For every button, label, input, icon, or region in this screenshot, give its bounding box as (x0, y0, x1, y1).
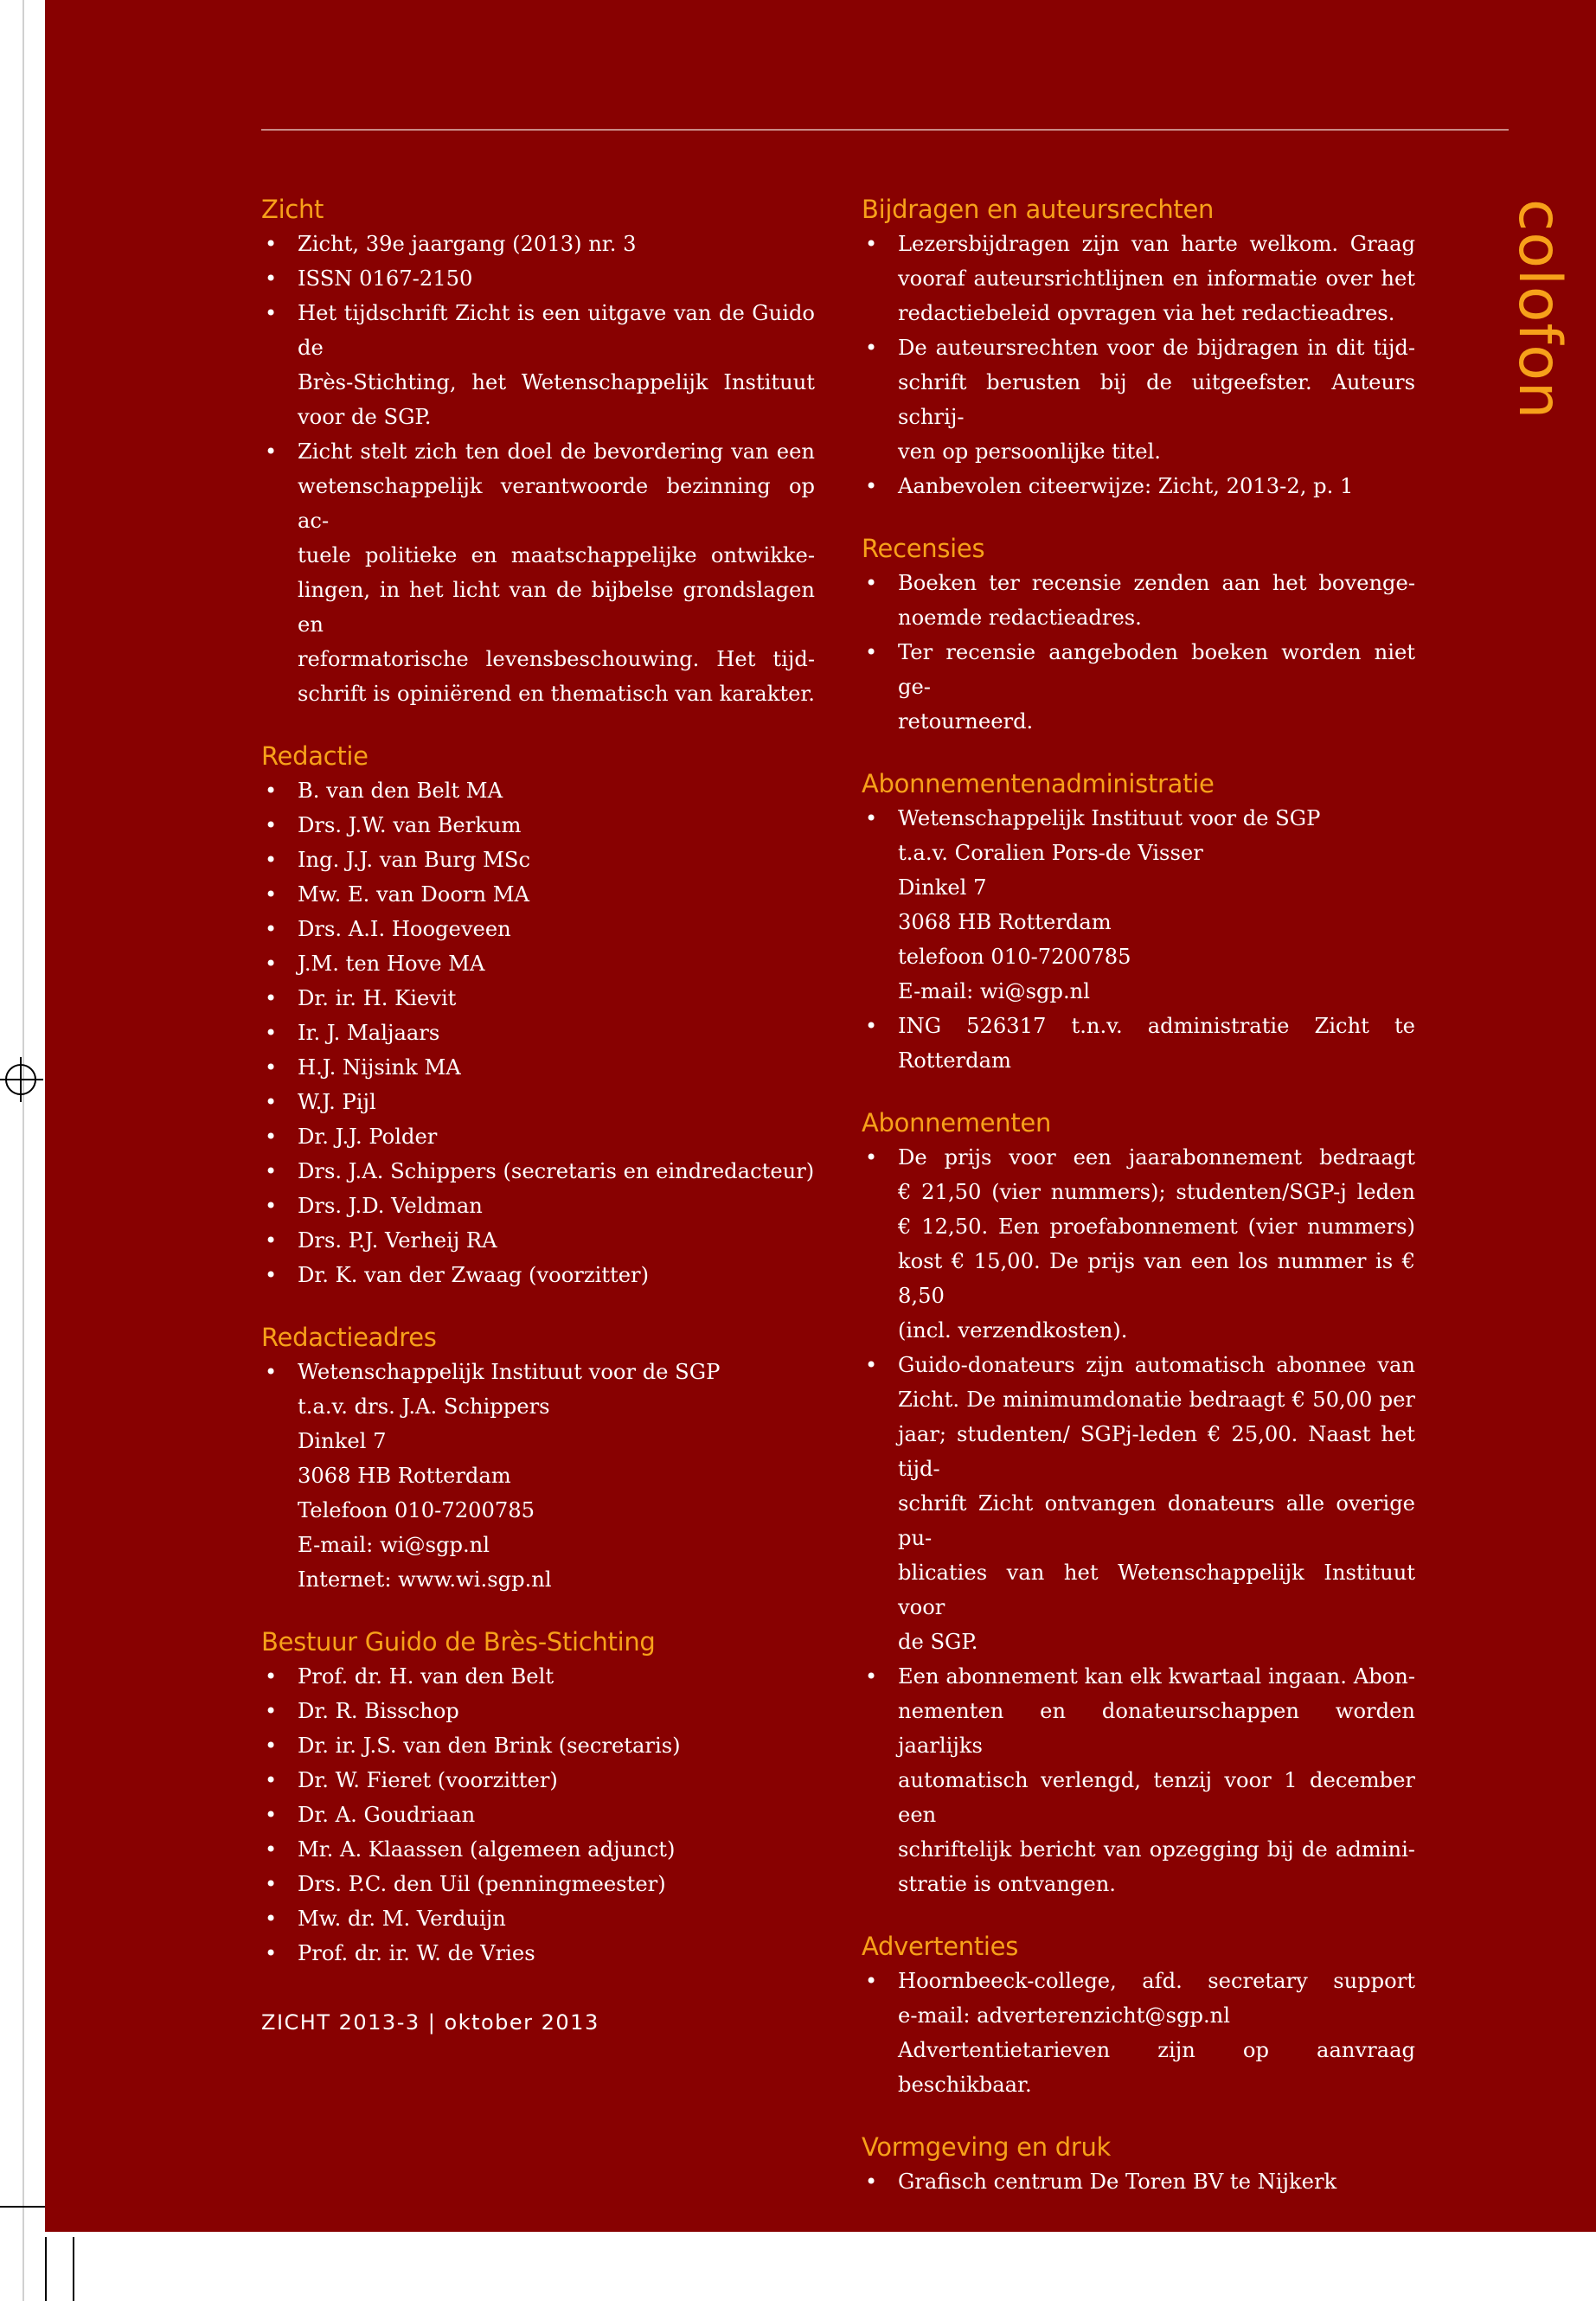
bullet-list (862, 1964, 1415, 2102)
list-item-line: Mw. E. van Doorn MA (298, 882, 529, 907)
list-item-line: vooraf auteursrichtlijnen en informatie over het (898, 266, 1415, 291)
list-item (261, 1728, 815, 1763)
list-item (261, 261, 815, 296)
bullet-icon: • (265, 439, 278, 464)
list-item (261, 1901, 815, 1936)
list-item-line: Dr. ir. J.S. van den Brink (secretaris) (298, 1734, 681, 1758)
list-item (261, 1050, 815, 1085)
list-item-line: Aanbevolen citeerwijze: Zicht, 2013-2, p. 1 (898, 474, 1354, 498)
bullet-icon: • (265, 301, 278, 325)
list-item (261, 1119, 815, 1154)
list-item (862, 1659, 1415, 1901)
list-item-line: Wetenschappelijk Instituut voor de SGP (898, 806, 1321, 830)
bullet-icon: • (265, 848, 278, 872)
list-item-line: blicaties van het Wetenschappelijk Instituut voor (898, 1561, 1415, 1619)
bullet-icon: • (865, 1014, 878, 1038)
bullet-icon: • (265, 1090, 278, 1114)
list-item-line: schrift berusten bij de uitgeefster. Auteurs schrij- (898, 370, 1415, 429)
list-item (862, 1964, 1415, 2102)
section-heading: Advertenties (862, 1932, 1019, 1961)
right-column (862, 192, 1415, 2227)
section-abonnementen (862, 1106, 1415, 1901)
list-item-line: Drs. J.W. van Berkum (298, 813, 522, 837)
list-item-line: Mr. A. Klaassen (algemeen adjunct) (298, 1837, 676, 1862)
list-item-line: € 21,50 (vier nummers); studenten/SGP-j leden (898, 1180, 1415, 1204)
bullet-icon: • (265, 1734, 278, 1758)
section-redactie (261, 739, 815, 1292)
section-heading: Vormgeving en druk (862, 2132, 1112, 2162)
list-item (261, 1659, 815, 1694)
bullet-icon: • (865, 1664, 878, 1689)
list-item-line: Dr. J.J. Polder (298, 1125, 438, 1149)
list-item (261, 1936, 815, 1971)
bullet-icon: • (865, 1969, 878, 1993)
section-heading: Abonnementenadministratie (862, 769, 1215, 798)
list-item-line: Grafisch centrum De Toren BV te Nijkerk (898, 2170, 1337, 2194)
bullet-list (862, 1140, 1415, 1901)
list-item (261, 1832, 815, 1867)
bullet-icon: • (265, 1907, 278, 1931)
list-item-line: redactiebeleid opvragen via het redactieadres. (898, 301, 1395, 325)
list-item-line: Ir. J. Maljaars (298, 1021, 440, 1045)
list-item-line: schrift is opiniërend en thematisch van karakter. (298, 682, 815, 706)
bullet-icon: • (265, 1021, 278, 1045)
bullet-icon: • (265, 232, 278, 256)
list-item-line: Drs. P.C. den Uil (penningmeester) (298, 1872, 666, 1896)
section-heading: Zicht (261, 195, 324, 224)
bullet-icon: • (265, 1194, 278, 1218)
bullet-icon: • (865, 806, 878, 830)
list-item-line: e-mail: adverterenzicht@sgp.nl (898, 2003, 1230, 2028)
list-item (261, 227, 815, 261)
bullet-icon: • (265, 1664, 278, 1689)
list-item (261, 1016, 815, 1050)
list-item-line: De prijs voor een jaarabonnement bedraagt (898, 1145, 1415, 1170)
list-item-line: E-mail: wi@sgp.nl (898, 979, 1090, 1003)
crop-mark (73, 2237, 74, 2301)
list-item (261, 1763, 815, 1798)
list-item-line: tuele politieke en maatschappelijke ontwikke- (298, 543, 815, 567)
list-item-line: Drs. J.A. Schippers (secretaris en eindredacteur) (298, 1159, 815, 1183)
crop-mark (0, 2206, 45, 2208)
bullet-icon: • (265, 1228, 278, 1253)
list-item-line: ING 526317 t.n.v. administratie Zicht te Rotterdam (898, 1014, 1415, 1073)
list-item (862, 1140, 1415, 1348)
list-item-line: Advertentietarieven zijn op aanvraag beschikbaar. (898, 2038, 1415, 2097)
section-heading: Recensies (862, 534, 985, 563)
list-item-line: Dr. ir. H. Kievit (298, 986, 457, 1010)
list-item-line: Prof. dr. ir. W. de Vries (298, 1941, 535, 1965)
list-item-line: Dr. W. Fieret (voorzitter) (298, 1768, 558, 1792)
list-item-line: wetenschappelijk verantwoorde bezinning op ac- (298, 474, 815, 533)
crop-guide (22, 0, 24, 2301)
bullet-icon: • (265, 986, 278, 1010)
list-item (261, 434, 815, 711)
bullet-icon: • (265, 1803, 278, 1827)
section-vormgeving-en-druk (862, 2130, 1415, 2199)
bullet-icon: • (265, 1837, 278, 1862)
list-item-line: nementen en donateurschappen worden jaarlijks (898, 1699, 1415, 1758)
bullet-icon: • (265, 882, 278, 907)
bullet-icon: • (865, 232, 878, 256)
bullet-icon: • (265, 1055, 278, 1080)
section-abonnementenadministratie (862, 766, 1415, 1078)
bullet-icon: • (265, 1941, 278, 1965)
list-item-line: stratie is ontvangen. (898, 1872, 1116, 1896)
list-item-line: t.a.v. drs. J.A. Schippers (298, 1394, 550, 1419)
list-item-line: Drs. A.I. Hoogeveen (298, 917, 511, 941)
bullet-icon: • (865, 1353, 878, 1377)
list-item-line: E-mail: wi@sgp.nl (298, 1533, 490, 1557)
bullet-icon: • (865, 2170, 878, 2194)
list-item-line: Wetenschappelijk Instituut voor de SGP (298, 1360, 721, 1384)
list-item (862, 635, 1415, 739)
list-item-line: H.J. Nijsink MA (298, 1055, 461, 1080)
section-bijdragen-en-auteursrechten (862, 192, 1415, 503)
list-item (261, 296, 815, 434)
list-item-line: J.M. ten Hove MA (298, 952, 485, 976)
list-item-line: Brès-Stichting, het Wetenschappelijk Instituut (298, 370, 815, 394)
bullet-list (862, 227, 1415, 503)
list-item (261, 1355, 815, 1597)
list-item-line: Dr. A. Goudriaan (298, 1803, 476, 1827)
list-item-line: Telefoon 010-7200785 (298, 1498, 535, 1522)
bullet-icon: • (265, 1360, 278, 1384)
list-item-line: de SGP. (898, 1630, 978, 1654)
list-item-line: telefoon 010-7200785 (898, 945, 1131, 969)
list-item-line: Zicht stelt zich ten doel de bevordering van een (298, 439, 815, 464)
bullet-list (261, 227, 815, 711)
list-item-line: Zicht, 39e jaargang (2013) nr. 3 (298, 232, 637, 256)
list-item (862, 330, 1415, 469)
list-item-line: Boeken ter recensie zenden aan het bovenge- (898, 571, 1415, 595)
list-item (261, 877, 815, 912)
bullet-icon: • (265, 1125, 278, 1149)
list-item-line: automatisch verlengd, tenzij voor 1 december een (898, 1768, 1415, 1827)
section-advertenties (862, 1929, 1415, 2102)
list-item (261, 773, 815, 808)
bullet-list (261, 1659, 815, 1971)
list-item (862, 801, 1415, 1009)
list-item (261, 1154, 815, 1189)
bullet-icon: • (265, 1699, 278, 1723)
list-item (862, 1009, 1415, 1078)
top-rule (261, 129, 1509, 131)
list-item-line: 3068 HB Rotterdam (298, 1464, 511, 1488)
section-heading: Redactie (261, 741, 369, 771)
section-heading: Redactieadres (261, 1323, 437, 1352)
list-item (261, 843, 815, 877)
registration-mark-icon (5, 1064, 36, 1095)
list-item-line: Dinkel 7 (898, 875, 987, 900)
bullet-icon: • (265, 813, 278, 837)
list-item-line: Lezersbijdragen zijn van harte welkom. Graag (898, 232, 1415, 256)
section-redactieadres (261, 1320, 815, 1597)
section-bestuur-guido-de-br-s-stichting (261, 1625, 815, 1971)
bullet-icon: • (265, 266, 278, 291)
list-item-line: lingen, in het licht van de bijbelse grondslagen en (298, 578, 815, 637)
list-item (261, 1798, 815, 1832)
bullet-icon: • (265, 952, 278, 976)
list-item (261, 981, 815, 1016)
bullet-icon: • (265, 1263, 278, 1287)
list-item-line: schrift Zicht ontvangen donateurs alle overige pu- (898, 1491, 1415, 1550)
list-item-line: (incl. verzendkosten). (898, 1318, 1128, 1343)
list-item (862, 227, 1415, 330)
crop-mark (45, 2237, 47, 2301)
list-item-line: Internet: www.wi.sgp.nl (298, 1567, 552, 1592)
list-item (261, 1189, 815, 1223)
list-item-line: kost € 15,00. De prijs van een los nummer is € 8,50 (898, 1249, 1415, 1308)
list-item (862, 1348, 1415, 1659)
section-zicht (261, 192, 815, 711)
bullet-list (862, 566, 1415, 739)
list-item (862, 469, 1415, 503)
bullet-icon: • (865, 336, 878, 360)
bullet-icon: • (265, 779, 278, 803)
section-heading: Abonnementen (862, 1108, 1052, 1138)
bullet-icon: • (865, 474, 878, 498)
bullet-list (862, 801, 1415, 1078)
list-item-line: ISSN 0167-2150 (298, 266, 473, 291)
list-item (862, 566, 1415, 635)
list-item-line: noemde redactieadres. (898, 606, 1142, 630)
bullet-icon: • (265, 917, 278, 941)
list-item-line: jaar; studenten/ SGPj-leden € 25,00. Naast het tijd- (898, 1422, 1415, 1481)
side-title: colofon (1505, 199, 1574, 420)
list-item-line: Dr. K. van der Zwaag (voorzitter) (298, 1263, 650, 1287)
list-item-line: t.a.v. Coralien Pors-de Visser (898, 841, 1203, 865)
section-heading: Bestuur Guido de Brès-Stichting (261, 1627, 656, 1657)
list-item-line: Dr. R. Bisschop (298, 1699, 459, 1723)
list-item (261, 1694, 815, 1728)
list-item-line: Ter recensie aangeboden boeken worden niet ge- (898, 640, 1415, 699)
list-item (261, 808, 815, 843)
list-item-line: Drs. P.J. Verheij RA (298, 1228, 497, 1253)
list-item-line: W.J. Pijl (298, 1090, 376, 1114)
list-item (862, 2164, 1415, 2199)
list-item-line: retourneerd. (898, 709, 1034, 734)
bullet-list (261, 773, 815, 1292)
bullet-icon: • (265, 1872, 278, 1896)
list-item-line: voor de SGP. (298, 405, 432, 429)
list-item-line: Zicht. De minimumdonatie bedraagt € 50,00 per (898, 1388, 1415, 1412)
list-item (261, 946, 815, 981)
list-item-line: Drs. J.D. Veldman (298, 1194, 483, 1218)
bullet-icon: • (865, 1145, 878, 1170)
bullet-icon: • (265, 1768, 278, 1792)
section-recensies (862, 531, 1415, 739)
list-item-line: Prof. dr. H. van den Belt (298, 1664, 554, 1689)
list-item-line: Een abonnement kan elk kwartaal ingaan. Abon- (898, 1664, 1415, 1689)
list-item-line: ven op persoonlijke titel. (898, 439, 1161, 464)
list-item-line: reformatorische levensbeschouwing. Het tijd- (298, 647, 815, 671)
list-item (261, 1223, 815, 1258)
list-item-line: Guido-donateurs zijn automatisch abonnee van (898, 1353, 1415, 1377)
bullet-icon: • (865, 571, 878, 595)
list-item (261, 912, 815, 946)
list-item-line: 3068 HB Rotterdam (898, 910, 1112, 934)
list-item-line: € 12,50. Een proefabonnement (vier nummers) (898, 1215, 1415, 1239)
list-item-line: Het tijdschrift Zicht is een uitgave van de Guido de (298, 301, 815, 360)
bullet-list (261, 1355, 815, 1597)
list-item-line: De auteursrechten voor de bijdragen in dit tijd- (898, 336, 1415, 360)
list-item-line: Mw. dr. M. Verduijn (298, 1907, 506, 1931)
section-heading: Bijdragen en auteursrechten (862, 195, 1215, 224)
bullet-icon: • (865, 640, 878, 664)
footer-issue: ZICHT 2013-3 | oktober 2013 (261, 2010, 599, 2035)
left-column (261, 192, 815, 1998)
list-item-line: Ing. J.J. van Burg MSc (298, 848, 531, 872)
list-item (261, 1867, 815, 1901)
list-item (261, 1085, 815, 1119)
list-item-line: B. van den Belt MA (298, 779, 503, 803)
list-item-line: Hoornbeeck-college, afd. secretary support (898, 1969, 1415, 1993)
list-item-line: schriftelijk bericht van opzegging bij de admini- (898, 1837, 1415, 1862)
bullet-icon: • (265, 1159, 278, 1183)
list-item-line: Dinkel 7 (298, 1429, 387, 1453)
list-item (261, 1258, 815, 1292)
bullet-list (862, 2164, 1415, 2199)
